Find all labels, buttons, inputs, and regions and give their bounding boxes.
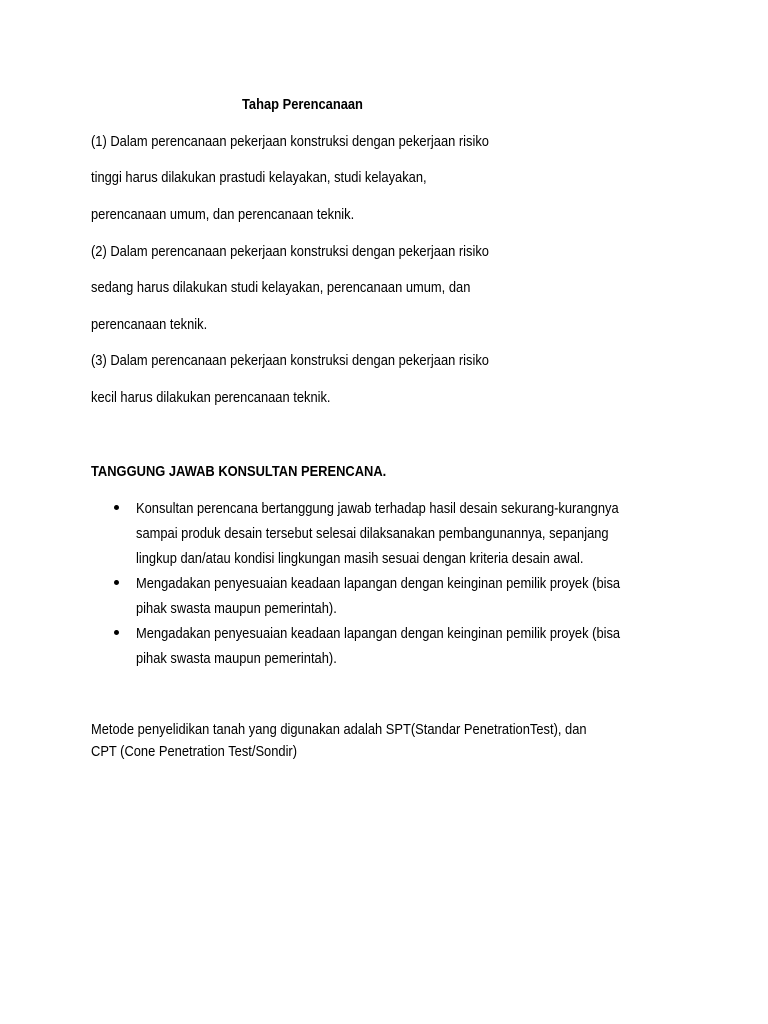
paragraph-line: (1) Dalam perencanaan pekerjaan konstruksi dengan pekerjaan risiko (91, 133, 489, 150)
section-title: Tahap Perencanaan (242, 96, 363, 113)
bullet-line: Mengadakan penyesuaian keadaan lapangan dengan keinginan pemilik proyek (bisa (136, 625, 621, 642)
paragraph-line: (2) Dalam perencanaan pekerjaan konstruksi dengan pekerjaan risiko (91, 243, 489, 260)
list-item (110, 621, 690, 671)
bullet-line: pihak swasta maupun pemerintah). (136, 650, 337, 667)
paragraph-line: perencanaan teknik. (91, 316, 208, 333)
list-item (110, 571, 690, 621)
bullet-list (110, 496, 690, 671)
bullet-line: Konsultan perencana bertanggung jawab terhadap hasil desain sekurang-kurangnya (136, 500, 619, 517)
section-heading: TANGGUNG JAWAB KONSULTAN PERENCANA. (91, 463, 387, 480)
bullet-icon (114, 630, 119, 635)
paragraph-line: CPT (Cone Penetration Test/Sondir) (91, 743, 298, 760)
paragraph-line: kecil harus dilakukan perencanaan teknik. (91, 389, 331, 406)
paragraph-line: tinggi harus dilakukan prastudi kelayakan, studi kelayakan, (91, 169, 427, 186)
paragraph-line: (3) Dalam perencanaan pekerjaan konstruksi dengan pekerjaan risiko (91, 352, 489, 369)
bullet-line: pihak swasta maupun pemerintah). (136, 600, 337, 617)
bullet-line: Mengadakan penyesuaian keadaan lapangan dengan keinginan pemilik proyek (bisa (136, 575, 621, 592)
bullet-icon (114, 580, 119, 585)
bullet-icon (114, 505, 119, 510)
paragraph-line: perencanaan umum, dan perencanaan teknik. (91, 206, 355, 223)
list-item (110, 496, 690, 571)
bullet-line: lingkup dan/atau kondisi lingkungan masih sesuai dengan kriteria desain awal. (136, 550, 584, 567)
paragraph-line: sedang harus dilakukan studi kelayakan, perencanaan umum, dan (91, 279, 471, 296)
bullet-line: sampai produk desain tersebut selesai dilaksanakan pembangunannya, sepanjang (136, 525, 609, 542)
paragraph-line: Metode penyelidikan tanah yang digunakan adalah SPT(Standar PenetrationTest), dan (91, 721, 587, 738)
